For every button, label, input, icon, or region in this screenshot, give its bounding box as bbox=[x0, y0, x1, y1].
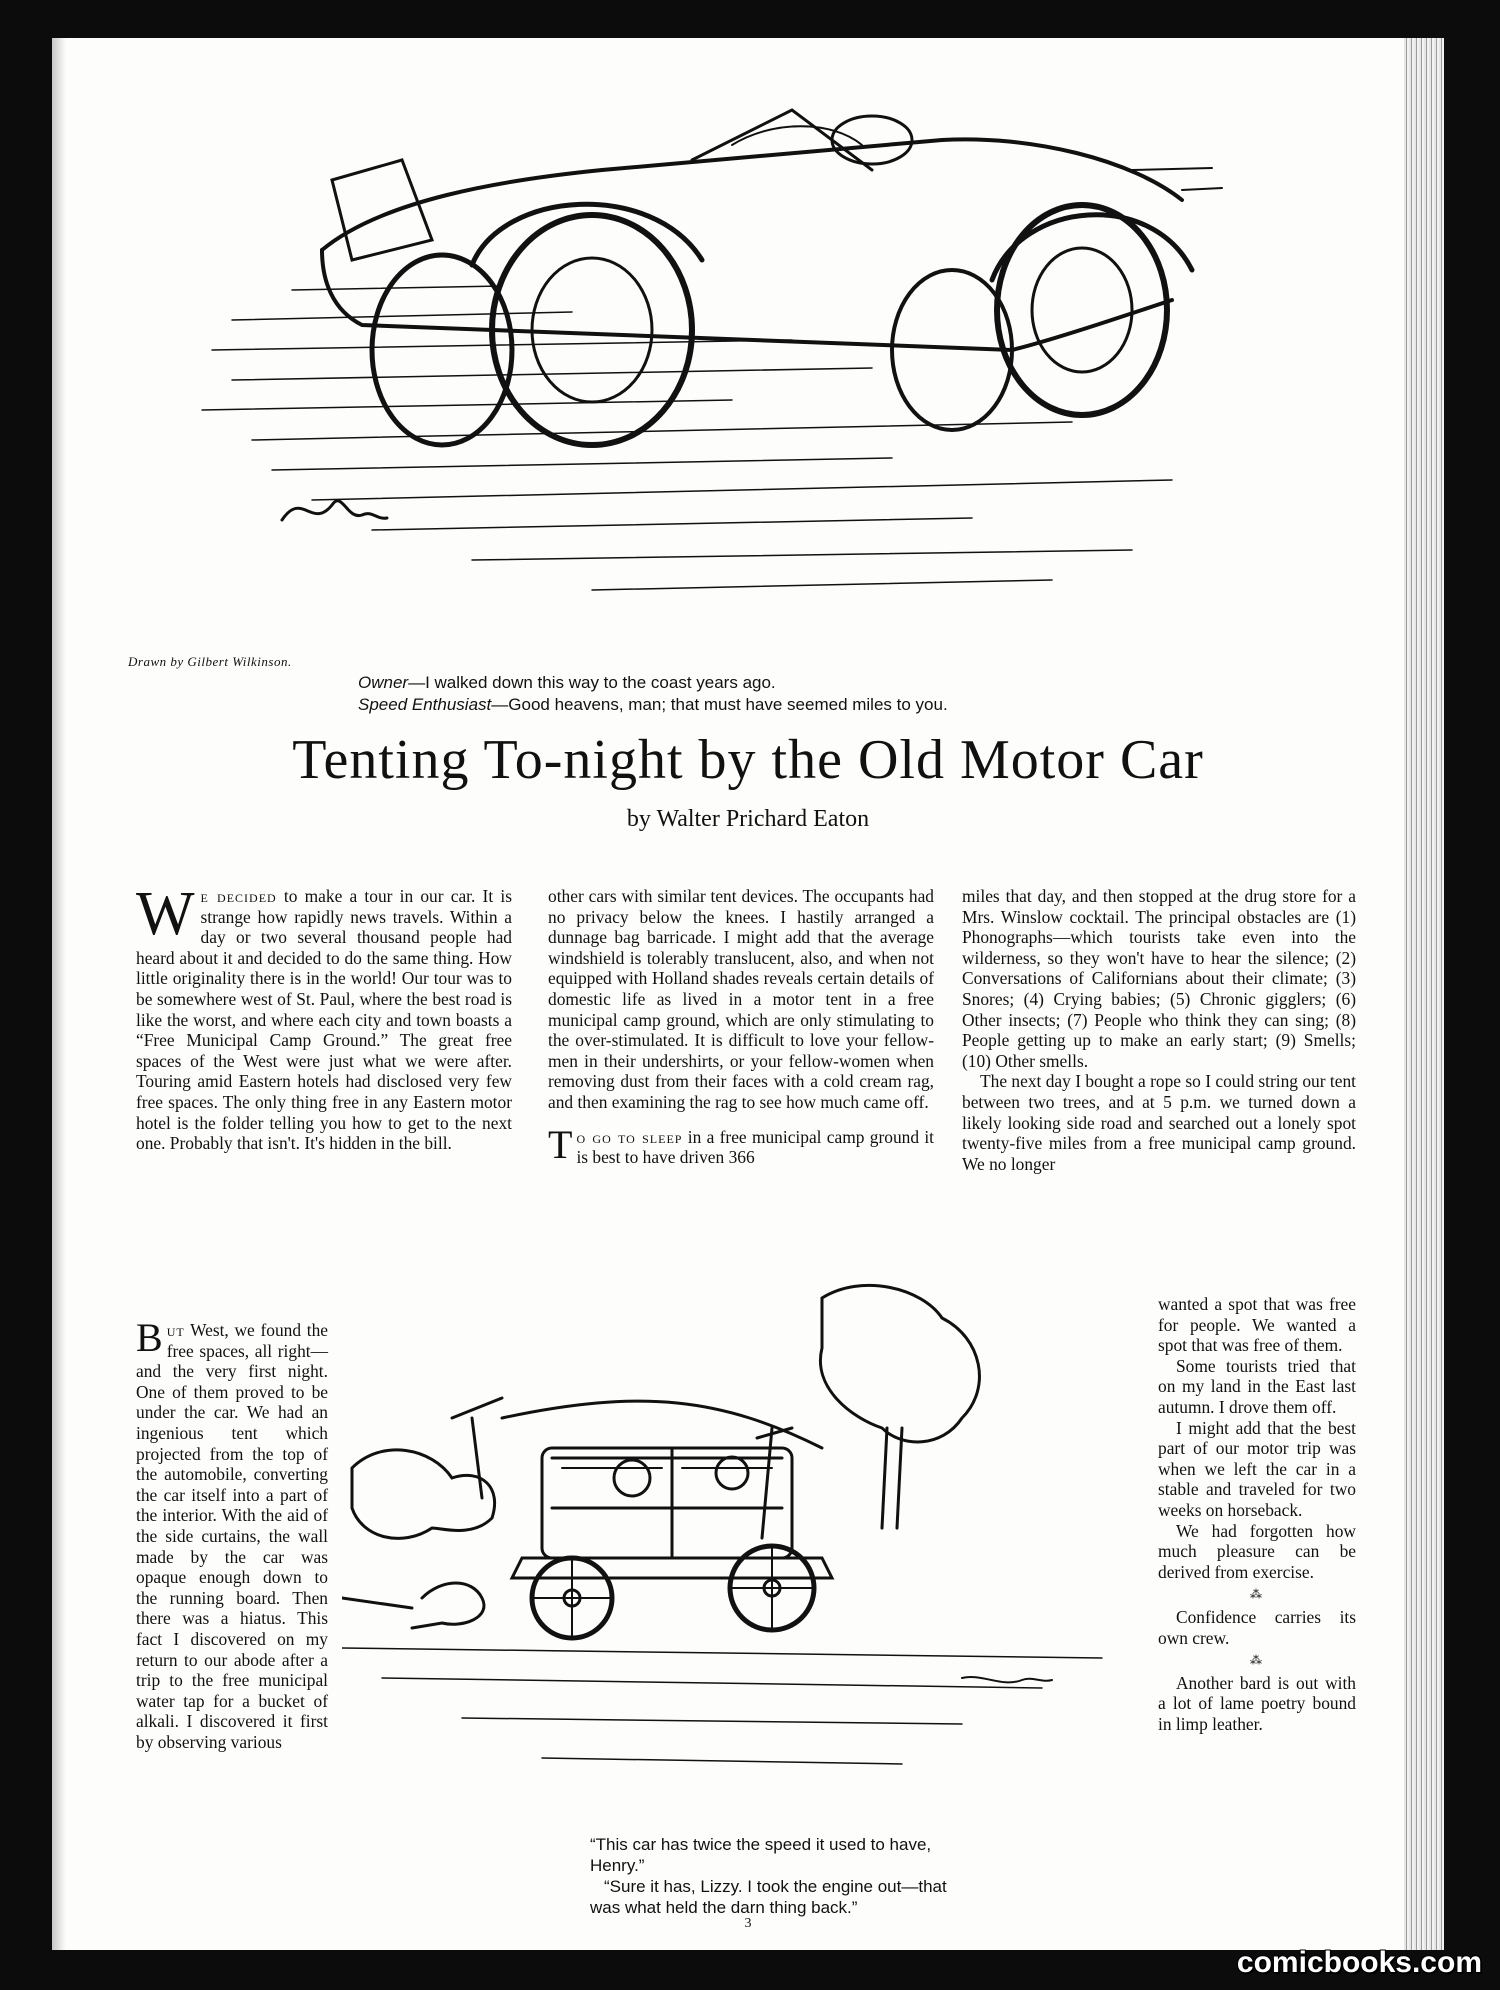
caption-text: —Good heavens, man; that must have seemed miles to you. bbox=[491, 695, 948, 714]
site-watermark: comicbooks.com bbox=[1236, 1946, 1482, 1979]
paragraph: wanted a spot that was free for people. We wanted a spot that was free of them. bbox=[1158, 1294, 1356, 1356]
caption-line: “This car has twice the speed it used to have, Henry.” bbox=[590, 1835, 932, 1875]
caption-line bbox=[358, 672, 1218, 694]
page-number: 3 bbox=[744, 1916, 752, 1931]
column-3-narrow bbox=[1158, 1294, 1356, 1734]
illustration-credit: Drawn by Gilbert Wilkinson. bbox=[128, 654, 292, 669]
paragraph bbox=[136, 880, 512, 1154]
column-1-bottom bbox=[136, 1315, 328, 1752]
filler-ornament: ⁂ bbox=[1250, 1653, 1264, 1668]
caption-text: —I walked down this way to the coast years ago. bbox=[408, 673, 776, 692]
drop-cap: W bbox=[136, 880, 195, 948]
column-3-top bbox=[962, 886, 1356, 1174]
paragraph-text: West, we found the free spaces, all right—and the very first night. One of them proved to be under the car. We had an ingenious tent which projected from the top of the automobile, converting the car itself into a part of the interior. With the aid of the side curtains, the wall made by the car was opaque enough down to the running board. Then there was a hiatus. This fact I discovered on my return to our abode after a trip to the free municipal water tap for a bucket of alkali. I discovered it first by observing various bbox=[136, 1320, 328, 1752]
paragraph: I might add that the best part of our motor trip was when we left the car in a stable and traveled for two weeks on horseback. bbox=[1158, 1417, 1356, 1520]
jalopy-illustration bbox=[342, 1278, 1142, 1818]
page-gutter-shadow bbox=[52, 38, 66, 1950]
caption-speaker: Owner bbox=[358, 673, 409, 692]
filler-paragraph: Confidence carries its own crew. bbox=[1158, 1606, 1356, 1648]
caption-line bbox=[358, 694, 1218, 716]
drop-cap: T bbox=[548, 1121, 573, 1167]
paragraph: We had forgotten how much pleasure can be derived from exercise. bbox=[1158, 1520, 1356, 1582]
paragraph-text: in a free municipal camp ground it is best to have driven 366 bbox=[576, 1126, 934, 1168]
paragraph: miles that day, and then stopped at the drug store for a Mrs. Winslow cocktail. The principal obstacles are (1) Phonographs—which tourists take even into the wilderness, so they won't have to hear the silence; (2) Conversations of Californians about their climate; (3) Snores; (4) Crying babies; (5) Chronic gigglers; (6) Other insects; (7) People who think they can sing; (8) People getting up to make an early start; (9) Smells; (10) Other smells. bbox=[962, 886, 1356, 1071]
lead-words: o go to sleep bbox=[576, 1126, 683, 1147]
roadster-illustration bbox=[172, 50, 1252, 650]
paragraph-text: to make a tour in our car. It is strange how rapidly news travels. Within a day or two several thousand people had heard about it and decided to do the same thing. How little originality there is in the world! Our tour was to be somewhere west of St. Paul, where the best road is like the worst, and where each city and town boasts a “Free Municipal Camp Ground.” The great free spaces of the West were just what we were after. Touring amid Eastern hotels had disclosed very few free spaces. The only thing free in any Eastern motor hotel is the folder telling you how to get to the next one. Probably that isn't. It's hidden in the bill. bbox=[136, 886, 512, 1154]
paragraph: Some tourists tried that on my land in the East last autumn. I drove them off. bbox=[1158, 1355, 1356, 1417]
filler-paragraph: Another bard is out with a lot of lame poetry bound in limp leather. bbox=[1158, 1672, 1356, 1734]
article-byline: by Walter Prichard Eaton bbox=[626, 806, 870, 832]
magazine-page bbox=[52, 38, 1444, 1950]
bottom-illustration-caption bbox=[590, 1834, 970, 1918]
filler-ornament: ⁂ bbox=[1250, 1587, 1264, 1602]
paragraph: other cars with similar tent devices. The occupants had no privacy below the knees. I hastily arranged a dunnage bag barricade. I might add that the average windshield is tolerably translucent, also, and when not equipped with Holland shades reveals certain details of domestic life as lived in a motor tent in a free municipal camp ground, which are only stimulating to the over-stimulated. It is difficult to love your fellow-men in their undershirts, or your fellow-women when removing dust from their faces with a cold cream rag, and then examining the rag to see how much came off. bbox=[548, 886, 934, 1112]
column-1-top bbox=[136, 880, 512, 1154]
drop-cap: B bbox=[136, 1315, 163, 1360]
paragraph bbox=[548, 1121, 934, 1168]
page-stack-edge bbox=[1404, 38, 1444, 1950]
paragraph bbox=[136, 1315, 328, 1752]
lead-words: ut bbox=[166, 1320, 185, 1340]
paragraph: The next day I bought a rope so I could string our tent between two trees, and at 5 p.m. we turned down a likely looking side road and searched out a lonely spot twenty-five miles from a free municipal camp ground. We no longer bbox=[962, 1071, 1356, 1174]
lead-words: e decided bbox=[200, 886, 277, 906]
column-2 bbox=[548, 886, 934, 1168]
caption-line: “Sure it has, Lizzy. I took the engine out—that was what held the darn thing back.” bbox=[590, 1877, 947, 1917]
caption-speaker: Speed Enthusiast bbox=[358, 695, 492, 714]
top-illustration-caption bbox=[358, 672, 1218, 716]
article-title: Tenting To-night by the Old Motor Car bbox=[292, 729, 1204, 791]
